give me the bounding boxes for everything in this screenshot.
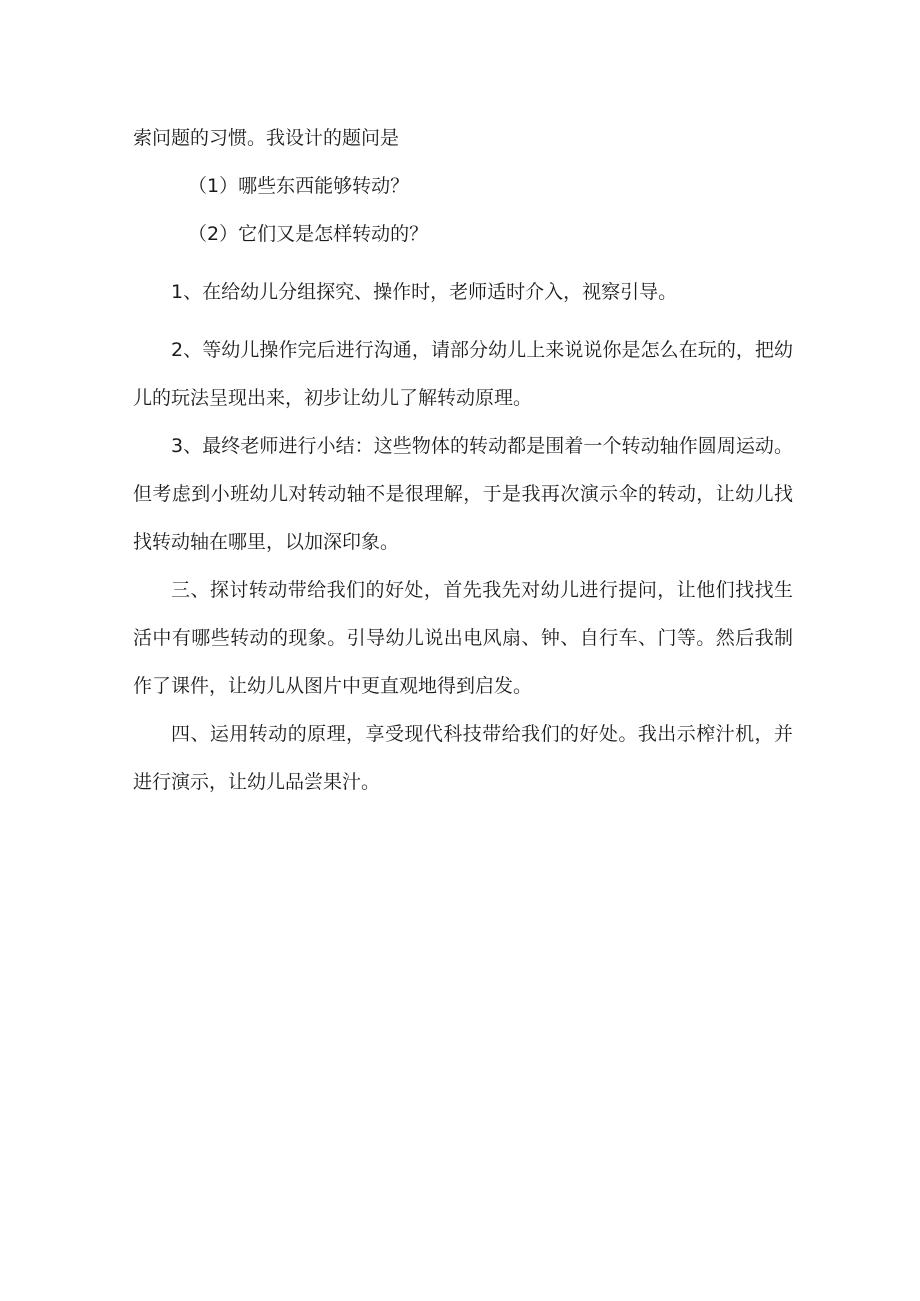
section-paragraph-four: 四、运用转动的原理，享受现代科技带给我们的好处。我出示榨汁机，并进行演示，让幼儿品尝果汁。 <box>133 723 793 793</box>
step-paragraph-3: 3、最终老师进行小结：这些物体的转动都是围着一个转动轴作圆周运动。但考虑到小班幼儿对转动轴不是很理解，于是我再次演示伞的转动，让幼儿找找转动轴在哪里，以加深印象。 <box>133 435 793 553</box>
question-item-2: （2）它们又是怎样转动的？ <box>188 223 429 245</box>
question-item-1: （1）哪些东西能够转动？ <box>188 175 410 197</box>
step-paragraph-2: 2、等幼儿操作完后进行沟通，请部分幼儿上来说说你是怎么在玩的，把幼儿的玩法呈现出来，初步让幼儿了解转动原理。 <box>133 339 793 409</box>
section-paragraph-three: 三、探讨转动带给我们的好处，首先我先对幼儿进行提问，让他们找找生活中有哪些转动的现象。引导幼儿说出电风扇、钟、自行车、门等。然后我制作了课件，让幼儿从图片中更直观地得到启发。 <box>133 579 793 697</box>
document-body <box>133 114 793 806</box>
paragraph-continuation: 索问题的习惯。我设计的题问是 <box>133 127 400 149</box>
step-paragraph-1: 1、在给幼儿分组探究、操作时，老师适时介入，视察引导。 <box>171 281 678 303</box>
